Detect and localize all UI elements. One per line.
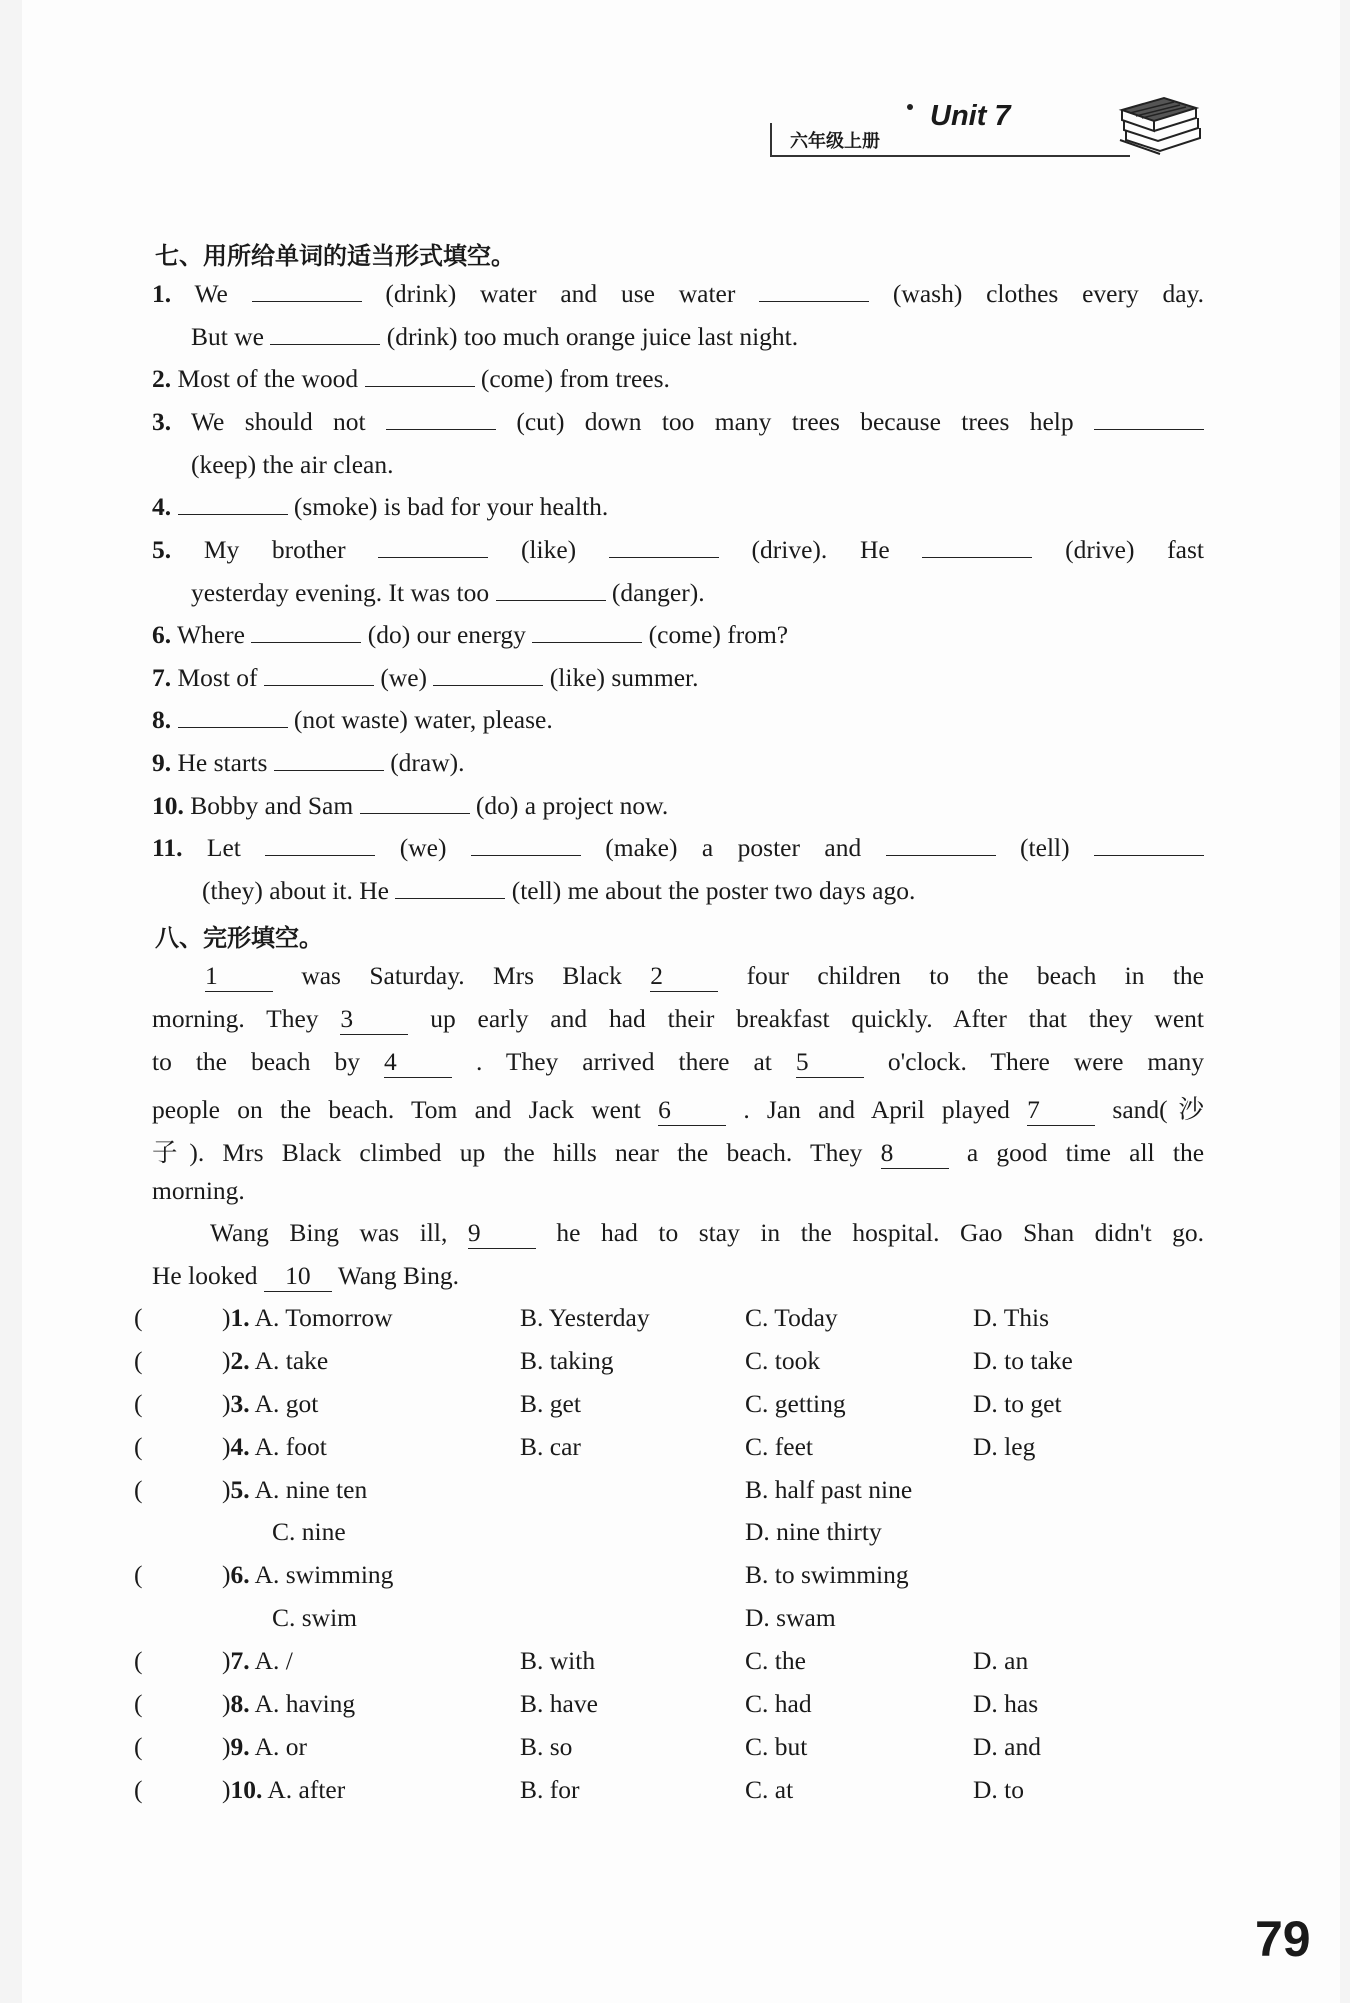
header-dot <box>907 104 913 110</box>
q7: 7. Most of (we) (like) summer. <box>152 663 699 692</box>
answer-blank[interactable] <box>274 750 384 771</box>
answer-blank[interactable] <box>251 622 361 643</box>
books-icon <box>1114 88 1204 158</box>
choice-a[interactable]: )3. A. got <box>222 1389 319 1418</box>
q4: 4. (smoke) is bad for your health. <box>152 492 609 521</box>
q5-line2: yesterday evening. It was too (danger). <box>191 578 705 607</box>
q9: 9. He starts (draw). <box>152 748 465 777</box>
answer-paren[interactable]: ( <box>134 1732 143 1761</box>
answer-blank[interactable] <box>265 835 375 856</box>
q10: 10. Bobby and Sam (do) a project now. <box>152 791 669 820</box>
choice-d[interactable]: D. an <box>973 1646 1029 1675</box>
choice-d[interactable]: D. to get <box>973 1389 1062 1418</box>
choice-b[interactable]: B. to swimming <box>745 1560 909 1589</box>
choice-c[interactable]: C. had <box>745 1689 812 1718</box>
answer-blank[interactable] <box>759 281 869 302</box>
passage-line3: to the beach by 4 . They arrived there at 5 o'clock. There were many <box>152 1047 1205 1076</box>
answer-blank[interactable] <box>1094 409 1204 430</box>
cloze-blank[interactable]: 10 <box>264 1263 332 1292</box>
q8: 8. (not waste) water, please. <box>152 705 553 734</box>
choice-c[interactable]: C. Today <box>745 1303 838 1332</box>
q5-line1: 5. My brother (like) (drive). He (drive) fast <box>152 535 1204 564</box>
grade-label: 六年级上册 <box>790 131 880 152</box>
answer-paren[interactable]: ( <box>134 1475 143 1504</box>
answer-blank[interactable] <box>252 281 362 302</box>
choice-d[interactable]: D. nine thirty <box>745 1517 882 1546</box>
cloze-blank[interactable]: 1 <box>205 963 273 992</box>
choice-a[interactable]: )6. A. swimming <box>222 1560 394 1589</box>
q1-line1: 1. We (drink) water and use water (wash) clothes every day. <box>152 279 1205 308</box>
choice-c[interactable]: C. swim <box>272 1603 358 1632</box>
answer-paren[interactable]: ( <box>134 1389 143 1418</box>
answer-blank[interactable] <box>609 537 719 558</box>
answer-blank[interactable] <box>886 835 996 856</box>
answer-blank[interactable] <box>922 537 1032 558</box>
answer-paren[interactable]: ( <box>134 1432 143 1461</box>
passage-line7: Wang Bing was ill, 9 he had to stay in the hospital. Gao Shan didn't go. <box>210 1218 1205 1247</box>
passage-line5: 子). Mrs Black climbed up the hills near the beach. They 8 a good time all the <box>152 1138 1205 1167</box>
page-number: 79 <box>1255 1911 1311 1967</box>
passage-line6: morning. <box>152 1176 245 1205</box>
q1-line2: But we (drink) too much orange juice last night. <box>191 322 799 351</box>
answer-blank[interactable] <box>1094 835 1204 856</box>
choice-b[interactable]: B. Yesterday <box>520 1303 650 1332</box>
choice-d[interactable]: D. This <box>973 1303 1050 1332</box>
choice-a[interactable]: )9. A. or <box>222 1732 308 1761</box>
answer-paren[interactable]: ( <box>134 1689 143 1718</box>
choice-a[interactable]: )10. A. after <box>222 1775 346 1804</box>
answer-paren[interactable]: ( <box>134 1346 143 1375</box>
q-number: 1. <box>152 279 172 308</box>
passage-line2: morning. They 3 up early and had their breakfast quickly. After that they went <box>152 1004 1204 1033</box>
answer-blank[interactable] <box>433 665 543 686</box>
answer-blank[interactable] <box>178 707 288 728</box>
cloze-blank[interactable]: 6 <box>658 1097 726 1126</box>
answer-paren[interactable]: ( <box>134 1560 143 1589</box>
choice-a[interactable]: )2. A. take <box>222 1346 329 1375</box>
choice-d[interactable]: D. swam <box>745 1603 836 1632</box>
choice-b[interactable]: B. with <box>520 1646 596 1675</box>
cloze-blank[interactable]: 9 <box>468 1220 536 1249</box>
answer-blank[interactable] <box>178 494 288 515</box>
choice-c[interactable]: C. getting <box>745 1389 846 1418</box>
q11-line1: 11. Let (we) (make) a poster and (tell) <box>152 833 1204 863</box>
unit-title: Unit 7 <box>930 100 1011 132</box>
answer-blank[interactable] <box>395 878 505 899</box>
answer-blank[interactable] <box>532 622 642 643</box>
choice-b[interactable]: B. so <box>520 1732 573 1761</box>
header-rule <box>770 155 1130 157</box>
cloze-blank[interactable]: 2 <box>650 963 718 992</box>
answer-blank[interactable] <box>270 324 380 345</box>
choice-d[interactable]: D. and <box>973 1732 1041 1761</box>
choice-c[interactable]: C. nine <box>272 1517 346 1546</box>
answer-blank[interactable] <box>378 537 488 558</box>
answer-blank[interactable] <box>386 409 496 430</box>
header-divider <box>770 123 772 157</box>
passage-line8: He looked 10 Wang Bing. <box>152 1261 459 1290</box>
choice-b[interactable]: B. get <box>520 1389 581 1418</box>
section8-title: 八、完形填空。 <box>155 924 323 952</box>
cloze-blank[interactable]: 4 <box>384 1049 452 1078</box>
choice-a[interactable]: )4. A. foot <box>222 1432 327 1461</box>
cloze-blank[interactable]: 3 <box>340 1006 408 1035</box>
choice-d[interactable]: D. has <box>973 1689 1039 1718</box>
answer-blank[interactable] <box>264 665 374 686</box>
answer-blank[interactable] <box>471 835 581 856</box>
passage-line4: people on the beach. Tom and Jack went 6 . Jan and April played 7 sand(沙 <box>152 1095 1204 1124</box>
answer-blank[interactable] <box>496 580 606 601</box>
answer-blank[interactable] <box>365 366 475 387</box>
choice-b[interactable]: B. have <box>520 1689 598 1718</box>
section7-title: 七、用所给单词的适当形式填空。 <box>155 242 515 270</box>
choice-a[interactable]: )7. A. / <box>222 1646 293 1675</box>
answer-blank[interactable] <box>360 793 470 814</box>
choice-c[interactable]: C. at <box>745 1775 794 1804</box>
passage-line1: 1 was Saturday. Mrs Black 2 four children to the beach in the <box>205 961 1204 990</box>
cloze-blank[interactable]: 7 <box>1027 1097 1095 1126</box>
answer-paren[interactable]: ( <box>134 1646 143 1675</box>
choice-c[interactable]: C. took <box>745 1346 821 1375</box>
cloze-blank[interactable]: 5 <box>796 1049 864 1078</box>
choice-d[interactable]: D. leg <box>973 1432 1036 1461</box>
q6: 6. Where (do) our energy (come) from? <box>152 620 789 649</box>
page <box>22 0 1340 2003</box>
choice-b[interactable]: B. half past nine <box>745 1475 913 1504</box>
choice-a[interactable]: )8. A. having <box>222 1689 356 1718</box>
q3-line1: 3. We should not (cut) down too many trees because trees help <box>152 407 1204 437</box>
q11-line2: (they) about it. He (tell) me about the poster two days ago. <box>202 876 916 905</box>
choice-c[interactable]: C. the <box>745 1646 806 1675</box>
q3-line2: (keep) the air clean. <box>191 450 394 479</box>
answer-paren[interactable]: ( <box>134 1775 143 1804</box>
cloze-blank[interactable]: 8 <box>881 1140 949 1169</box>
choice-c[interactable]: C. feet <box>745 1432 813 1461</box>
choice-b[interactable]: B. car <box>520 1432 581 1461</box>
choice-b[interactable]: B. taking <box>520 1346 614 1375</box>
choice-b[interactable]: B. for <box>520 1775 580 1804</box>
choice-a[interactable]: )5. A. nine ten <box>222 1475 368 1504</box>
answer-paren[interactable]: ( <box>134 1303 143 1332</box>
choice-d[interactable]: D. to <box>973 1775 1024 1804</box>
choice-c[interactable]: C. but <box>745 1732 808 1761</box>
choice-d[interactable]: D. to take <box>973 1346 1073 1375</box>
q2: 2. Most of the wood (come) from trees. <box>152 364 670 393</box>
choice-a[interactable]: )1. A. Tomorrow <box>222 1303 393 1332</box>
